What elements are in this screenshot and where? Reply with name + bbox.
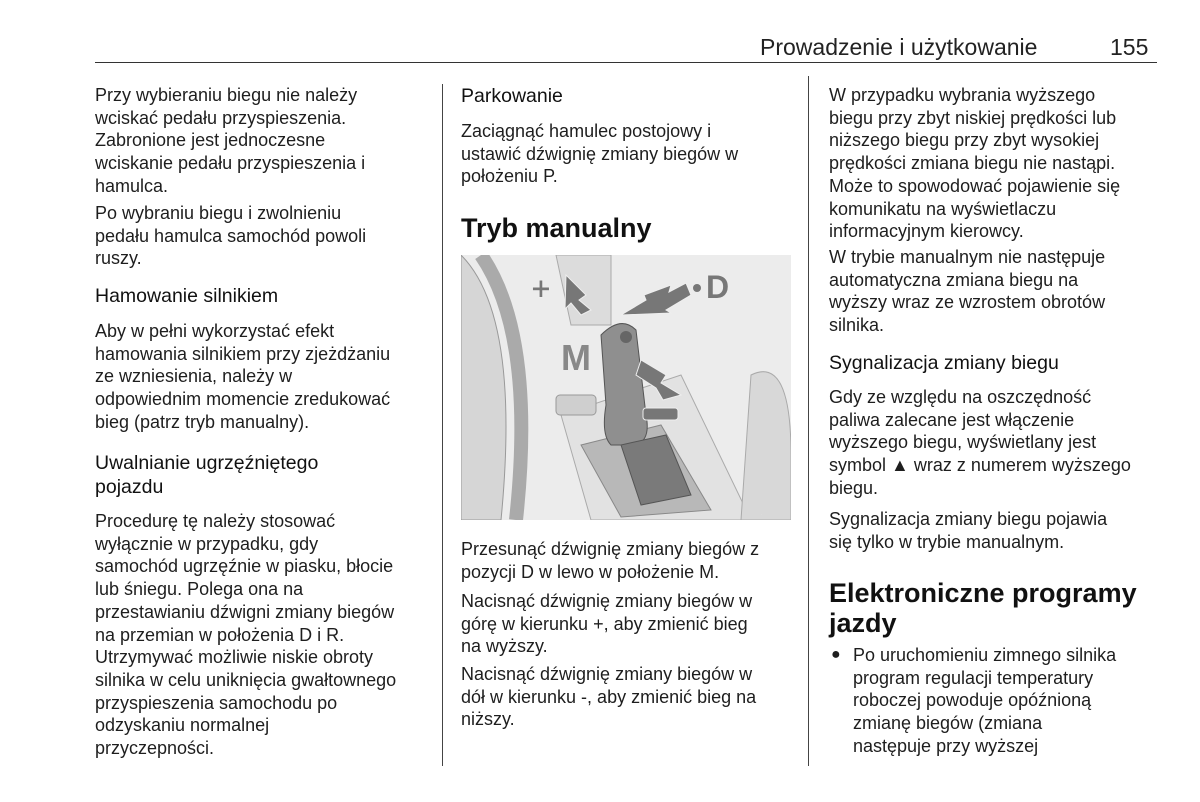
page-number: 155 (1110, 34, 1149, 60)
text-line: Elektroniczne programy (829, 578, 1137, 608)
figure-label-plus: + (531, 270, 551, 308)
text-line: jazdy (829, 608, 897, 638)
text-line: biegu przy zbyt niskiej prędkości lub (829, 107, 1117, 128)
text-line: odzyskaniu normalnej (95, 715, 270, 736)
text-line: Przesunąć dźwignię zmiany biegów z (461, 539, 760, 559)
text-line: ze wzniesienia, należy w (95, 366, 293, 387)
section-heading-manual-mode (461, 213, 652, 243)
text-line: bieg (patrz tryb manualny). (95, 411, 310, 432)
text-line: na wyższy. (461, 636, 548, 657)
text-line: wyższego biegu, wyświetlany jest (829, 432, 1097, 453)
paragraph (95, 202, 366, 270)
paragraph (95, 510, 396, 760)
paragraph (461, 663, 756, 731)
text-line: ustawić dźwignię zmiany biegów w (461, 143, 739, 164)
text-line: Po uruchomieniu zimnego silnika (853, 645, 1117, 665)
text-line: pojazdu (95, 476, 164, 498)
text-line: pedału hamulca samochód powoli (95, 225, 367, 246)
paragraph (829, 386, 1131, 500)
text-line: Tryb manualny (461, 213, 652, 243)
text-line: samochód ugrzęźnie w piasku, błocie (95, 556, 394, 577)
text-line: prędkości zmiana biegu nie nastąpi. (829, 153, 1116, 174)
text-line: Gdy ze względu na oszczędność (829, 387, 1092, 407)
text-line: Zaciągnąć hamulec postojowy i (461, 121, 712, 141)
text-line: dół w kierunku -, aby zmienić bieg na (461, 686, 757, 707)
text-line: Hamowanie silnikiem (95, 285, 279, 307)
text-line: silnika. (829, 315, 885, 336)
text-line: na przemian w położenia D i R. (95, 624, 345, 645)
text-line: Zabronione jest jednoczesne (95, 130, 326, 151)
text-line: lub śniegu. Polega ona na (95, 579, 304, 600)
text-line: następuje przy wyższej (853, 735, 1039, 756)
text-line: komunikatu na wyświetlaczu (829, 198, 1057, 219)
text-line: Aby w pełni wykorzystać efekt (95, 321, 335, 341)
figure-label-m: M (561, 337, 591, 378)
text-line: hamowania silnikiem przy zjeżdżaniu (95, 343, 391, 364)
paragraph (461, 538, 759, 583)
text-line: Sygnalizacja zmiany biegu pojawia (829, 509, 1108, 529)
text-line: Może to spowodować pojawienie się (829, 175, 1121, 196)
text-line: przyspieszenia samochodu po (95, 692, 338, 713)
text-line: położeniu P. (461, 166, 558, 187)
text-line: Procedurę tę należy stosować (95, 511, 336, 531)
paragraph (461, 120, 738, 188)
text-line: zmianę biegów (zmiana (853, 713, 1043, 734)
text-line: niższy. (461, 709, 515, 730)
text-line: górę w kierunku +, aby zmienić bieg (461, 613, 748, 634)
figure-label-minus: − (761, 514, 763, 516)
text-line: informacyjnym kierowcy. (829, 221, 1024, 242)
paragraph (829, 246, 1105, 337)
column-divider (442, 84, 443, 766)
subheading-rocking-vehicle (95, 451, 318, 499)
text-line: silnika w celu uniknięcia gwałtownego (95, 669, 397, 690)
text-line: Utrzymywać możliwie niskie obroty (95, 647, 374, 668)
text-line: biegu. (829, 477, 879, 498)
text-line: niższego biegu przy zbyt wysokiej (829, 130, 1100, 151)
text-line: roboczej powoduje opóźnioną (853, 690, 1092, 711)
section-title: Prowadzenie i użytkowanie (760, 34, 1038, 60)
text-line: paliwa zalecane jest włączenie (829, 409, 1075, 430)
text-line: Nacisnąć dźwignię zmiany biegów w (461, 664, 753, 684)
text-line: przyczepności. (95, 738, 215, 759)
subheading-engine-braking (95, 284, 278, 308)
text-line: hamulca. (95, 175, 169, 196)
text-line: Nacisnąć dźwignię zmiany biegów w (461, 591, 753, 611)
text-line: program regulacji temperatury (853, 667, 1094, 688)
text-line: wciskanie pedału przyspieszenia i (95, 153, 366, 174)
text-line: wyższy wraz ze wzrostem obrotów (829, 292, 1106, 313)
text-line: W przypadku wybrania wyższego (829, 85, 1096, 105)
subheading-parking (461, 84, 563, 108)
text-line: W trybie manualnym nie następuje (829, 247, 1106, 267)
text-line: automatyczna zmiana biegu na (829, 269, 1079, 290)
paragraph (829, 84, 1120, 243)
text-line: Przy wybieraniu biegu nie należy (95, 85, 358, 105)
paragraph (95, 84, 365, 198)
text-line: Uwalnianie ugrzęźniętego (95, 452, 319, 474)
column-divider (808, 76, 809, 766)
text-line: się tylko w trybie manualnym. (829, 531, 1065, 552)
paragraph (829, 508, 1107, 553)
text-line: Parkowanie (461, 85, 563, 107)
text-line: przestawianiu dźwigni zmiany biegów (95, 601, 395, 622)
bullet-item (853, 644, 1116, 758)
section-heading-electronic-programs (829, 578, 1137, 638)
text-line: symbol ▲ wraz z numerem wyższego (829, 455, 1131, 476)
text-line: ruszy. (95, 248, 142, 269)
paragraph (95, 320, 390, 434)
header-rule (95, 62, 1157, 63)
text-line: Po wybraniu biegu i zwolnieniu (95, 203, 342, 223)
bullet-icon: ● (831, 646, 841, 663)
gear-lever-illustration (461, 255, 791, 520)
figure-label-d: D (706, 269, 730, 305)
text-line: Sygnalizacja zmiany biegu (829, 352, 1059, 374)
text-line: wciskać pedału przyspieszenia. (95, 107, 347, 128)
paragraph (461, 590, 752, 658)
text-line: pozycji D w lewo w położenie M. (461, 561, 720, 582)
text-line: odpowiednim momencie zredukować (95, 389, 391, 410)
text-line: wyłącznie w przypadku, gdy (95, 533, 319, 554)
subheading-shift-indicator (829, 351, 1059, 375)
